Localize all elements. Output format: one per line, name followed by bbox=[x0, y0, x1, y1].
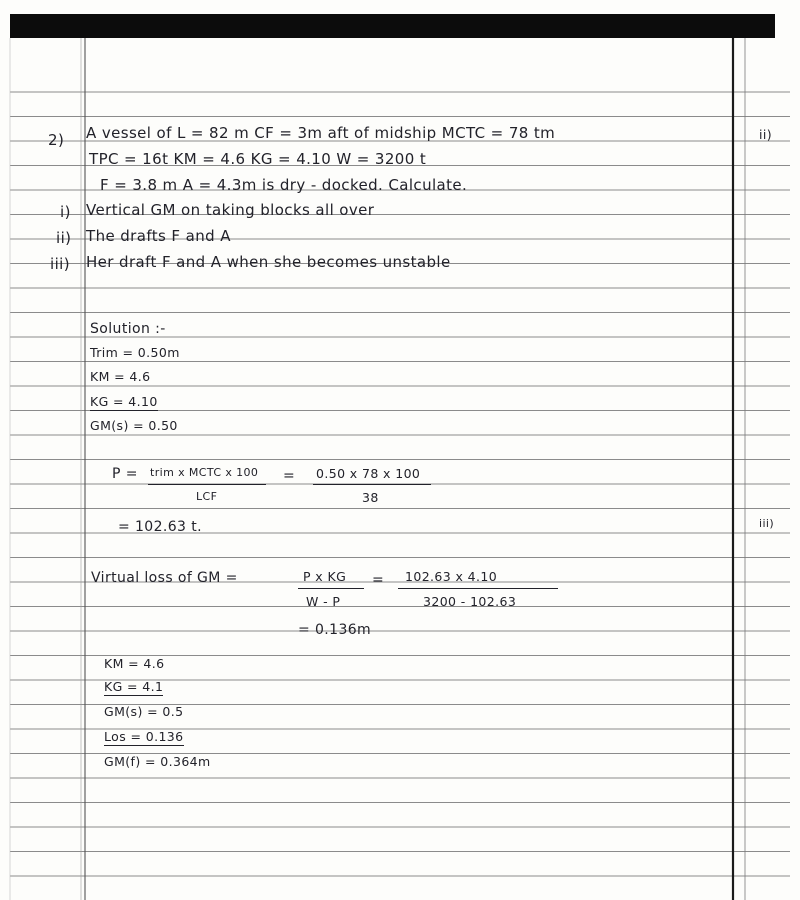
km-value-2: KM = 4.6 bbox=[104, 656, 165, 671]
p-values-fraction-bar bbox=[313, 484, 431, 485]
part-text-1: Vertical GM on taking blocks all over bbox=[86, 201, 375, 219]
virtual-loss-label: Virtual loss of GM = bbox=[91, 570, 238, 586]
question-line-3: F = 3.8 m A = 4.3m is dry - docked. Calculate. bbox=[100, 176, 468, 194]
virtual-values-fraction-bar bbox=[398, 588, 558, 589]
virtual-values-denominator: 3200 - 102.63 bbox=[423, 594, 517, 609]
virtual-formula-fraction-bar bbox=[298, 588, 364, 589]
virtual-formula-denominator: W - P bbox=[306, 594, 341, 609]
p-values-denominator: 38 bbox=[362, 490, 379, 505]
p-formula-denominator: LCF bbox=[196, 490, 218, 503]
gm-s-value: GM(s) = 0.50 bbox=[90, 418, 178, 433]
p-formula-fraction-bar bbox=[148, 484, 266, 485]
virtual-formula-numerator: P x KG bbox=[303, 569, 347, 584]
p-result: = 102.63 t. bbox=[118, 519, 202, 535]
part-marker-1: i) bbox=[60, 203, 71, 221]
trim-value: Trim = 0.50m bbox=[90, 345, 180, 360]
p-values-numerator: 0.50 x 78 x 100 bbox=[316, 466, 421, 481]
virtual-equals: = bbox=[372, 572, 385, 588]
gm-f-value: GM(f) = 0.364m bbox=[104, 754, 211, 769]
virtual-values-numerator: 102.63 x 4.10 bbox=[405, 569, 498, 584]
p-label: P = bbox=[112, 466, 138, 482]
p-equals: = bbox=[283, 468, 296, 484]
p-formula-numerator: trim x MCTC x 100 bbox=[150, 466, 259, 479]
part-text-3: Her draft F and A when she becomes unstable bbox=[86, 253, 451, 271]
kg-value: KG = 4.10 bbox=[90, 394, 158, 409]
part-text-2: The drafts F and A bbox=[86, 227, 231, 245]
solution-heading: Solution :- bbox=[90, 321, 166, 337]
kg-value-2: KG = 4.1 bbox=[104, 679, 164, 694]
question-line-2: TPC = 16t KM = 4.6 KG = 4.10 W = 3200 t bbox=[89, 150, 427, 168]
loss-value: Los = 0.136 bbox=[104, 729, 184, 744]
part-marker-3: iii) bbox=[50, 255, 70, 273]
question-number: 2) bbox=[48, 131, 65, 149]
margin-note-2: iii) bbox=[759, 517, 775, 530]
margin-note-1: ii) bbox=[759, 127, 773, 142]
part-marker-2: ii) bbox=[56, 229, 72, 247]
question-line-1: A vessel of L = 82 m CF = 3m aft of midship MCTC = 78 tm bbox=[86, 124, 556, 142]
gm-s-value-2: GM(s) = 0.5 bbox=[104, 704, 184, 719]
km-value: KM = 4.6 bbox=[90, 369, 151, 384]
virtual-loss-result: = 0.136m bbox=[298, 622, 372, 638]
